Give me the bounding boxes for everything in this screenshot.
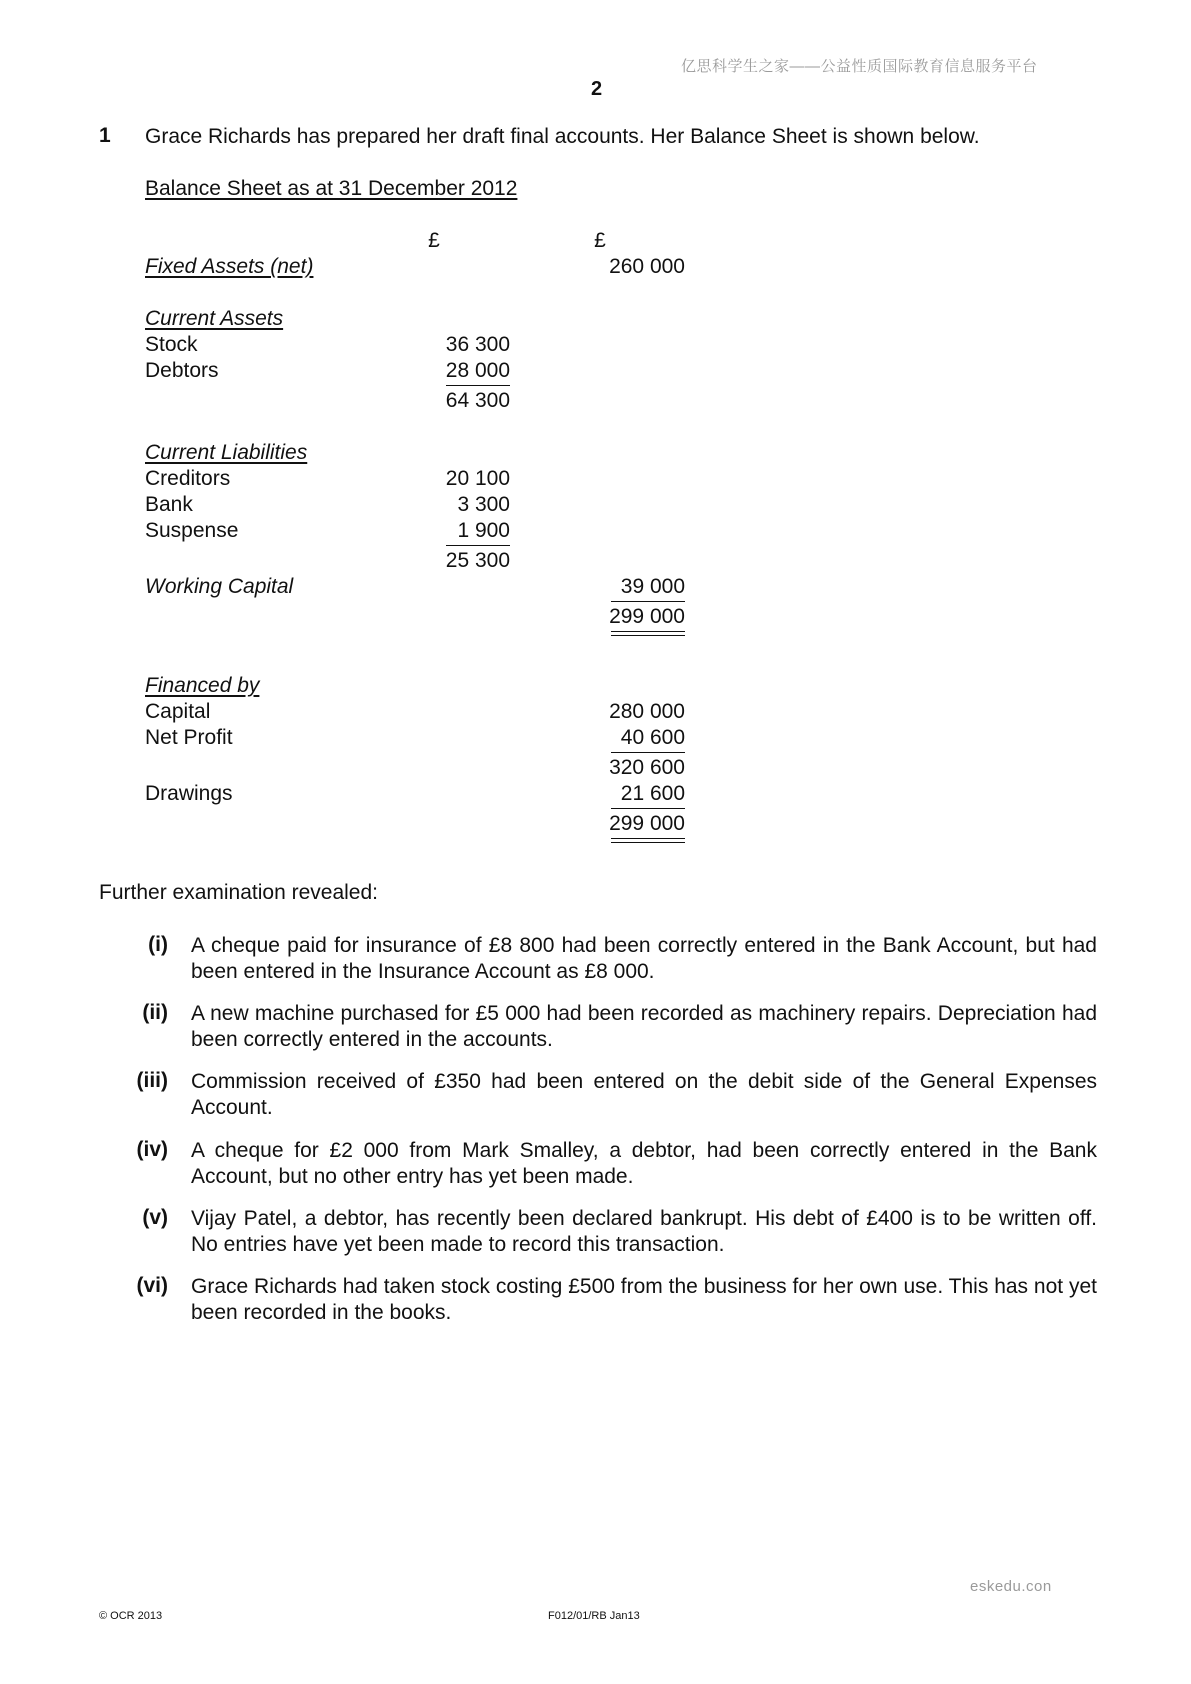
current-assets-heading: Current Assets (145, 307, 284, 330)
rule-current-liabilities (446, 545, 510, 546)
net-assets-total: 299 000 (609, 605, 685, 628)
debtors-label: Debtors (145, 359, 219, 382)
rule-working-capital (611, 601, 685, 602)
item-roman-iii: (iii) (136, 1069, 168, 1092)
net-profit-label: Net Profit (145, 726, 233, 749)
item-roman-i: (i) (148, 933, 168, 956)
creditors-value: 20 100 (445, 467, 510, 490)
question-number: 1 (99, 124, 111, 147)
watermark-header: 亿思科学生之家——公益性质国际教育信息服务平台 (681, 58, 1038, 75)
rule-current-assets (446, 385, 510, 386)
stock-value: 36 300 (445, 333, 510, 356)
page-number: 2 (591, 78, 603, 100)
item-text-vi: Grace Richards had taken stock costing £500 from the business for her own use. This has not yet been recorded in the books. (191, 1275, 1097, 1324)
suspense-value: 1 900 (457, 519, 510, 542)
fixed-assets-value: 260 000 (609, 255, 685, 278)
creditors-label: Creditors (145, 467, 231, 490)
working-capital-label: Working Capital (145, 575, 294, 598)
net-profit-value: 40 600 (620, 726, 685, 749)
capital-value: 280 000 (609, 700, 685, 723)
item-roman-ii: (ii) (142, 1001, 168, 1024)
item-text-i: A cheque paid for insurance of £8 800 had been correctly entered in the Bank Account, but had been entered in the Insurance Account as £8 000. (191, 934, 1097, 983)
suspense-label: Suspense (145, 519, 239, 542)
capital-label: Capital (145, 700, 211, 723)
item-roman-iv: (iv) (136, 1138, 168, 1161)
item-roman-v: (v) (142, 1206, 168, 1229)
item-text-ii: A new machine purchased for £5 000 had been recorded as machinery repairs. Depreciation had been correctly entered in the accounts. (191, 1002, 1097, 1051)
drawings-value: 21 600 (620, 782, 685, 805)
footer-copyright: © OCR 2013 (99, 1610, 163, 1622)
question-intro: Grace Richards has prepared her draft final accounts. Her Balance Sheet is shown below. (145, 125, 980, 148)
currency-header-col1: £ (428, 229, 440, 252)
watermark-footer: eskedu.con (970, 1578, 1052, 1595)
item-text-iii: Commission received of £350 had been entered on the debit side of the General Expenses Account. (191, 1070, 1097, 1119)
current-liabilities-heading: Current Liabilities (145, 441, 308, 464)
balance-sheet-title: Balance Sheet as at 31 December 2012 (145, 177, 518, 200)
debtors-value: 28 000 (445, 359, 510, 382)
further-examination: Further examination revealed: (99, 881, 378, 904)
currency-header-col2: £ (594, 229, 606, 252)
double-rule-financed-total (611, 838, 685, 843)
current-liabilities-total: 25 300 (445, 549, 510, 572)
stock-label: Stock (145, 333, 198, 356)
item-text-v: Vijay Patel, a debtor, has recently been declared bankrupt. His debt of £400 is to be written off. No entries have yet been made to record this transaction. (191, 1207, 1097, 1256)
double-rule-net-assets (611, 631, 685, 636)
drawings-label: Drawings (145, 782, 233, 805)
fixed-assets-label: Fixed Assets (net) (145, 255, 314, 278)
rule-drawings (611, 808, 685, 809)
footer-code: F012/01/RB Jan13 (548, 1610, 640, 1622)
item-roman-vi: (vi) (136, 1274, 168, 1297)
financed-total: 299 000 (609, 812, 685, 835)
item-text-iv: A cheque for £2 000 from Mark Smalley, a debtor, had been correctly entered in the Bank Account, but no other entry has yet been made. (191, 1139, 1097, 1188)
bank-value: 3 300 (457, 493, 510, 516)
subtotal-value: 320 600 (609, 756, 685, 779)
bank-label: Bank (145, 493, 193, 516)
rule-net-profit (611, 752, 685, 753)
financed-by-heading: Financed by (145, 674, 260, 697)
working-capital-value: 39 000 (620, 575, 685, 598)
current-assets-total: 64 300 (445, 389, 510, 412)
